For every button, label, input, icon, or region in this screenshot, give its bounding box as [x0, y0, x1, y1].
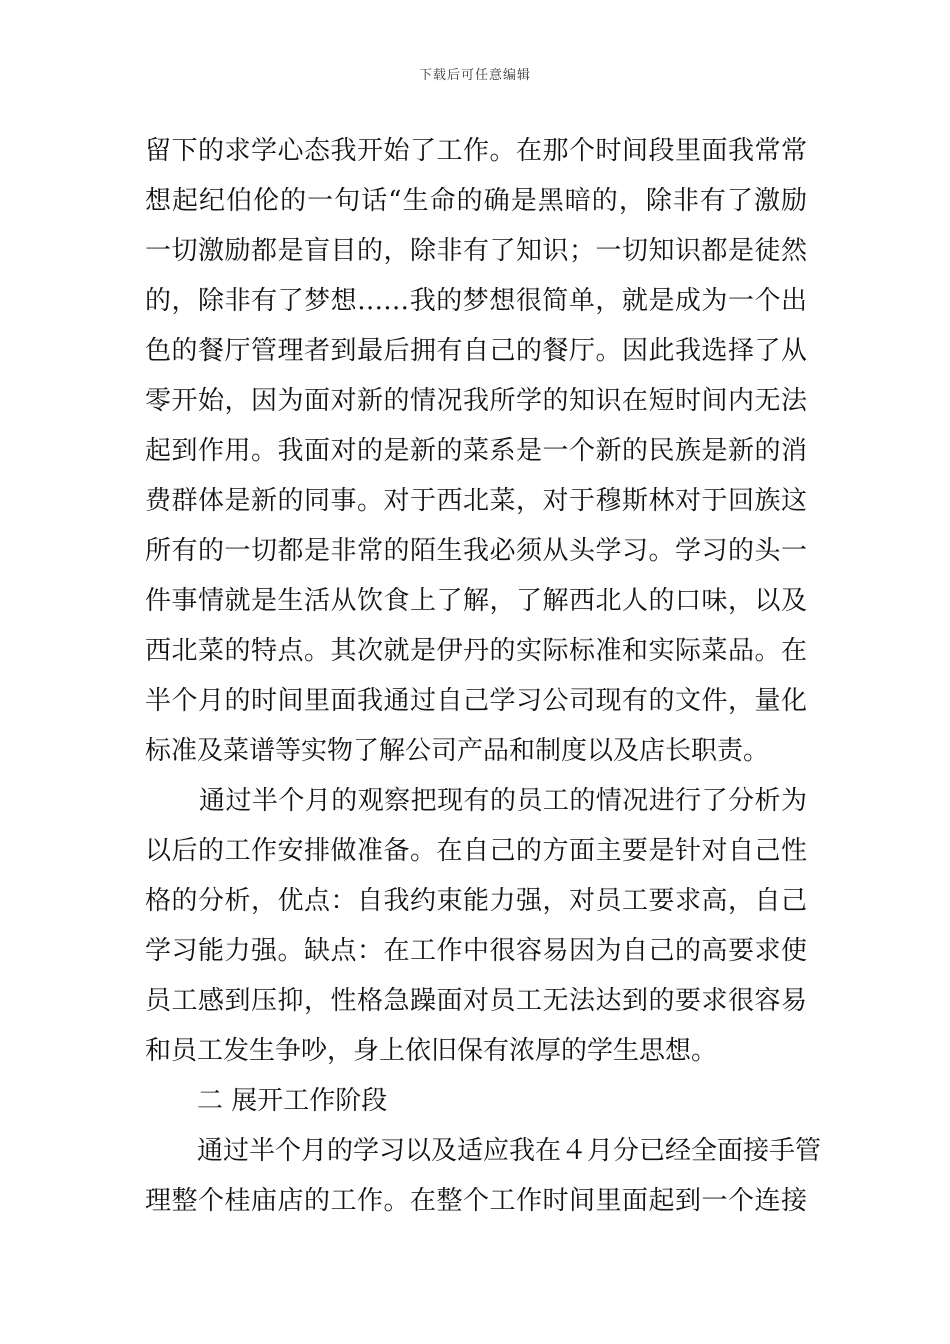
- text-line: 想起纪伯伦的一句话“生命的确是黑暗的，除非有了激励: [145, 186, 807, 216]
- text-line: 留下的求学心态我开始了工作。在那个时间段里面我常常: [145, 136, 807, 166]
- text-line: 和员工发生争吵，身上依旧保有浓厚的学生思想。: [145, 1036, 718, 1066]
- text-line: 标准及菜谱等实物了解公司产品和制度以及店长职责。: [145, 736, 770, 766]
- document-body: [145, 126, 822, 1226]
- page-header-note: 下载后可任意编辑: [418, 68, 531, 83]
- text-line: 的，除非有了梦想……我的梦想很简单，就是成为一个出: [145, 286, 807, 316]
- text-line: 以后的工作安排做准备。在自己的方面主要是针对自己性: [145, 836, 807, 866]
- text-line: 理整个桂庙店的工作。在整个工作时间里面起到一个连接: [145, 1186, 807, 1216]
- text-line: 所有的一切都是非常的陌生我必须从头学习。学习的头一: [145, 536, 807, 566]
- text-line: 起到作用。我面对的是新的菜系是一个新的民族是新的消: [145, 436, 807, 466]
- text-line: 通过半个月的观察把现有的员工的情况进行了分析为: [199, 786, 807, 816]
- text-line: 西北菜的特点。其次就是伊丹的实际标准和实际菜品。在: [145, 636, 807, 666]
- text-line: 色的餐厅管理者到最后拥有自己的餐厅。因此我选择了从: [145, 336, 807, 366]
- text-line: 费群体是新的同事。对于西北菜，对于穆斯林对于回族这: [145, 486, 807, 516]
- text-line: 员工感到压抑，性格急躁面对员工无法达到的要求很容易: [145, 986, 807, 1016]
- text-line: 一切激励都是盲目的，除非有了知识；一切知识都是徒然: [145, 236, 807, 266]
- text-line: 半个月的时间里面我通过自己学习公司现有的文件，量化: [145, 686, 807, 716]
- text-line: 格的分析，优点：自我约束能力强，对员工要求高，自己: [145, 886, 807, 916]
- section-heading: 二 展开工作阶段: [197, 1086, 388, 1116]
- text-line: 学习能力强。缺点：在工作中很容易因为自己的高要求使: [145, 936, 807, 966]
- text-line: 通过半个月的学习以及适应我在４月分已经全面接手管: [197, 1136, 822, 1166]
- text-line: 件事情就是生活从饮食上了解，了解西北人的口味，以及: [145, 586, 807, 616]
- text-line: 零开始，因为面对新的情况我所学的知识在短时间内无法: [145, 386, 807, 416]
